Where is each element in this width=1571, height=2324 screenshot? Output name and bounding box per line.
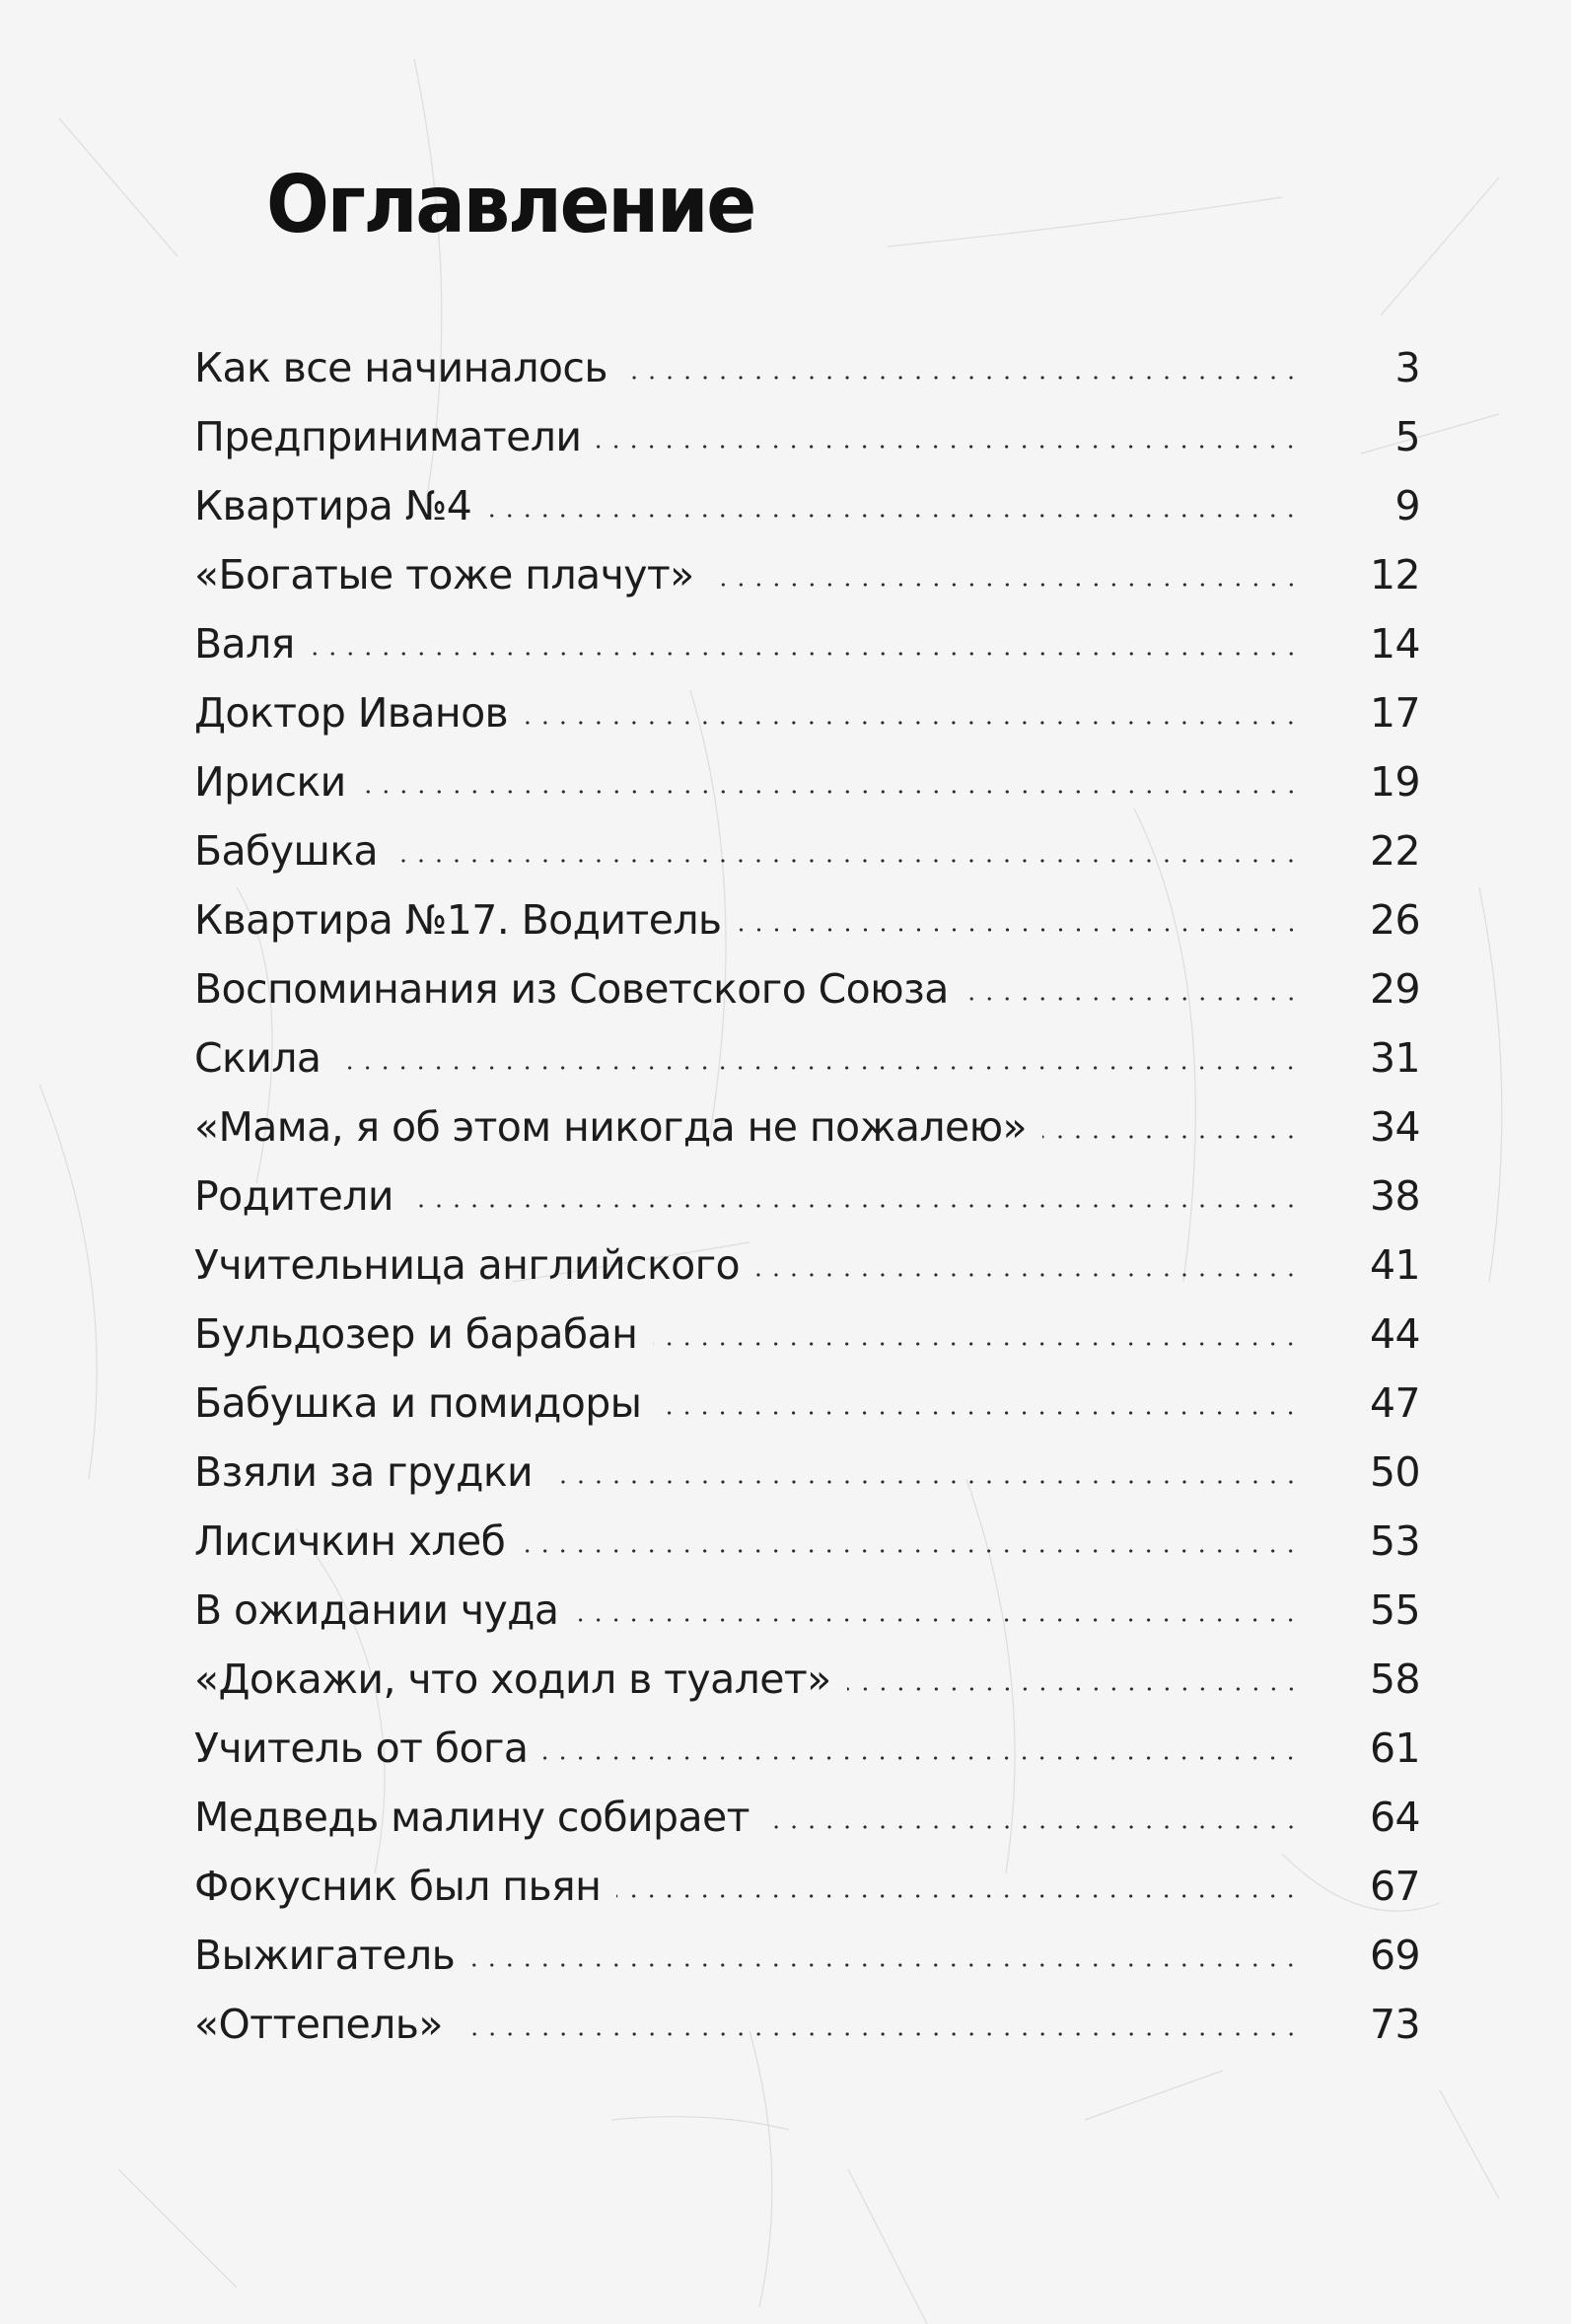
toc-entry-title: Бабушка и помидоры: [194, 1379, 642, 1427]
toc-entry-title: Родители: [194, 1172, 393, 1220]
toc-entry-title: Взяли за грудки: [194, 1448, 534, 1496]
dot-leader: [623, 376, 1300, 380]
toc-entry[interactable]: [194, 471, 1420, 540]
toc-entry[interactable]: [194, 1921, 1420, 1990]
dot-leader: [470, 1963, 1300, 1967]
dot-leader: [548, 1480, 1300, 1484]
dot-leader: [524, 721, 1300, 725]
toc-entry[interactable]: [194, 747, 1420, 816]
toc-entry-title: Учительница английского: [194, 1241, 741, 1289]
toc-entry-page: 61: [1370, 1725, 1420, 1772]
dot-leader: [847, 1687, 1300, 1691]
toc-entry-page: 50: [1370, 1448, 1420, 1496]
toc-entry-title: В ожидании чуда: [194, 1586, 559, 1634]
toc-entry-page: 19: [1370, 758, 1420, 806]
toc-entry-page: 3: [1394, 344, 1420, 391]
dot-leader: [738, 928, 1301, 932]
toc-entry-title: «Оттепель»: [194, 2001, 443, 2048]
toc-entry-title: Бульдозер и барабан: [194, 1310, 638, 1358]
toc-entry[interactable]: [194, 1783, 1420, 1852]
toc-entry-page: 41: [1370, 1241, 1420, 1289]
toc-entry-title: Квартира №17. Водитель: [194, 896, 722, 944]
table-of-contents: [194, 333, 1420, 2059]
toc-entry[interactable]: [194, 1507, 1420, 1576]
toc-entry[interactable]: [194, 678, 1420, 747]
dot-leader: [521, 1549, 1300, 1553]
dot-leader: [362, 790, 1300, 794]
toc-entry[interactable]: [194, 1369, 1420, 1438]
dot-leader: [459, 2032, 1300, 2036]
dot-leader: [710, 583, 1300, 587]
toc-entry[interactable]: [194, 1852, 1420, 1921]
toc-entry[interactable]: [194, 816, 1420, 885]
toc-entry[interactable]: [194, 1714, 1420, 1783]
toc-entry[interactable]: [194, 1576, 1420, 1645]
toc-entry[interactable]: [194, 609, 1420, 678]
toc-entry-page: 17: [1370, 689, 1420, 737]
toc-entry-title: Воспоминания из Советского Союза: [194, 965, 949, 1013]
toc-entry[interactable]: [194, 1162, 1420, 1231]
toc-entry[interactable]: [194, 885, 1420, 954]
toc-entry[interactable]: [194, 954, 1420, 1023]
toc-entry-title: Ириски: [194, 758, 346, 806]
toc-entry-title: Как все начиналось: [194, 344, 607, 391]
dot-leader: [657, 1411, 1300, 1415]
toc-entry-title: Выжигатель: [194, 1932, 456, 1979]
toc-entry-title: Предприниматели: [194, 413, 582, 460]
toc-entry-page: 47: [1370, 1379, 1420, 1427]
toc-entry-title: Лисичкин хлеб: [194, 1517, 506, 1565]
dot-leader: [336, 1066, 1300, 1070]
toc-entry-page: 55: [1370, 1586, 1420, 1634]
dot-leader: [409, 1204, 1300, 1208]
toc-entry-page: 69: [1370, 1932, 1420, 1979]
dot-leader: [597, 445, 1300, 449]
toc-entry-title: Квартира №4: [194, 482, 472, 529]
page-title: Оглавление: [266, 159, 754, 250]
toc-entry[interactable]: [194, 1438, 1420, 1507]
toc-entry-page: 5: [1394, 413, 1420, 460]
toc-entry-page: 26: [1370, 896, 1420, 944]
dot-leader: [574, 1618, 1300, 1622]
toc-entry[interactable]: [194, 1231, 1420, 1300]
dot-leader: [487, 514, 1300, 518]
toc-entry[interactable]: [194, 1092, 1420, 1162]
toc-entry[interactable]: [194, 1300, 1420, 1369]
toc-entry-title: Доктор Иванов: [194, 689, 509, 737]
toc-entry[interactable]: [194, 333, 1420, 402]
toc-entry-page: 22: [1370, 827, 1420, 875]
toc-entry-title: Фокусник был пьян: [194, 1863, 602, 1910]
toc-entry-page: 34: [1370, 1103, 1420, 1151]
toc-entry-page: 73: [1370, 2001, 1420, 2048]
toc-entry-title: «Мама, я об этом никогда не пожалею»: [194, 1103, 1028, 1151]
toc-entry-title: «Богатые тоже плачут»: [194, 551, 694, 599]
toc-entry[interactable]: [194, 1645, 1420, 1714]
dot-leader: [1042, 1135, 1300, 1139]
toc-entry-title: Бабушка: [194, 827, 379, 875]
toc-entry-title: Учитель от бога: [194, 1725, 529, 1772]
toc-entry-title: Скила: [194, 1034, 321, 1082]
dot-leader: [311, 652, 1300, 656]
dot-leader: [964, 997, 1300, 1001]
toc-entry-page: 64: [1370, 1794, 1420, 1841]
toc-entry-page: 14: [1370, 620, 1420, 668]
toc-entry[interactable]: [194, 1023, 1420, 1092]
dot-leader: [765, 1825, 1300, 1829]
dot-leader: [393, 859, 1300, 863]
toc-entry-title: Валя: [194, 620, 295, 668]
toc-entry-page: 53: [1370, 1517, 1420, 1565]
toc-entry-page: 31: [1370, 1034, 1420, 1082]
toc-entry-page: 29: [1370, 965, 1420, 1013]
toc-entry-page: 58: [1370, 1655, 1420, 1703]
toc-entry[interactable]: [194, 540, 1420, 609]
toc-entry-page: 12: [1370, 551, 1420, 599]
dot-leader: [616, 1894, 1300, 1898]
toc-entry-page: 67: [1370, 1863, 1420, 1910]
toc-entry[interactable]: [194, 1990, 1420, 2059]
dot-leader: [543, 1756, 1300, 1760]
toc-entry-page: 9: [1394, 482, 1420, 529]
dot-leader: [755, 1273, 1300, 1277]
toc-entry[interactable]: [194, 402, 1420, 471]
toc-entry-title: «Докажи, что ходил в туалет»: [194, 1655, 831, 1703]
toc-entry-title: Медведь малину собирает: [194, 1794, 750, 1841]
dot-leader: [653, 1342, 1300, 1346]
toc-entry-page: 44: [1370, 1310, 1420, 1358]
toc-entry-page: 38: [1370, 1172, 1420, 1220]
